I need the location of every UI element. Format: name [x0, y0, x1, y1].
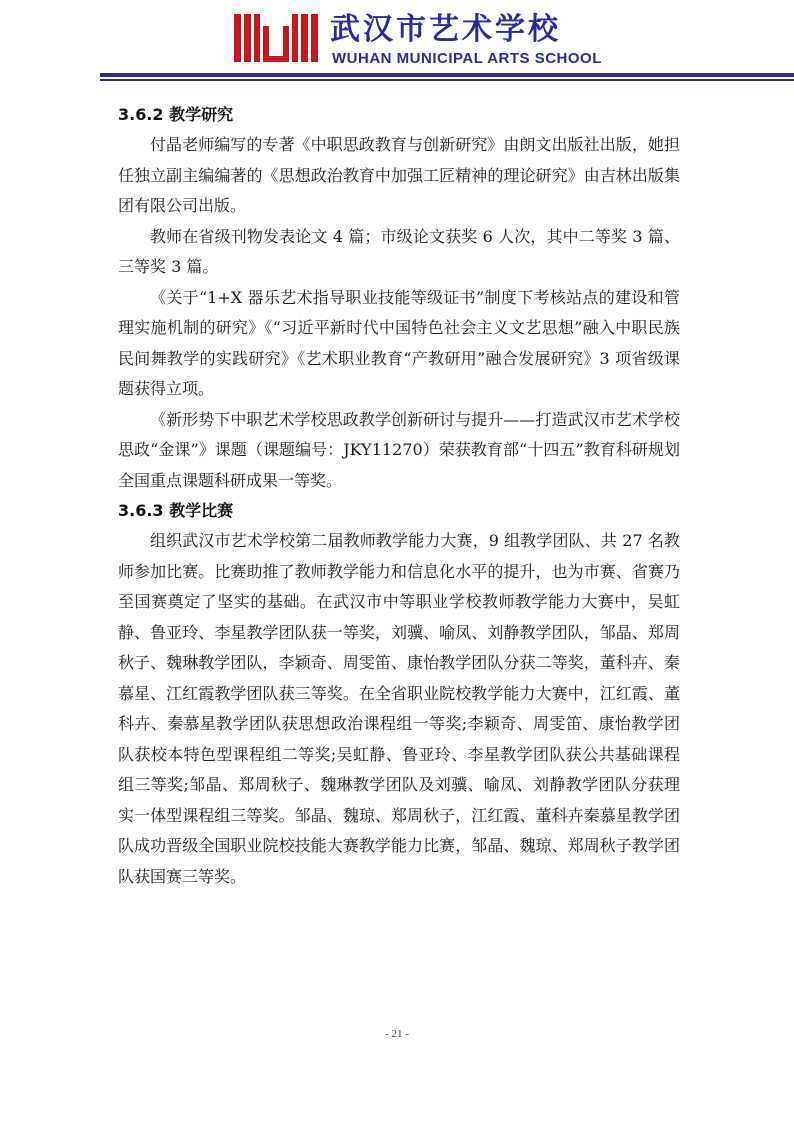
- paragraph: 组织武汉市艺术学校第二届教师教学能力大赛，9 组教学团队、共 27 名教师参加比赛。比赛助推了教师教学能力和信息化水平的提升，也为市赛、省赛乃至国赛奠定了坚实的基础。在武汉市中等职业学校教师教学能力大赛中，吴虹静、鲁亚玲、李星教学团队获一等奖，刘骥、喻凤、刘静教学团队，邹晶、郑周秋子、魏琳教学团队，李颖奇、周雯笛、康怡教学团队分获二等奖，董科卉、秦慕星、江红霞教学团队获三等奖。在全省职业院校教学能力大赛中，江红霞、董科卉、秦慕星教学团队获思想政治课程组一等奖;李颖奇、周雯笛、康怡教学团队获校本特色型课程组二等奖;吴虹静、鲁亚玲、李星教学团队获公共基础课程组三等奖;邹晶、郑周秋子、魏琳教学团队及刘骥、喻凤、刘静教学团队分获理实一体型课程组三等奖。邹晶、魏琼、郑周秋子，江红霞、董科卉秦慕星教学团队成功晋级全国职业院校技能大赛教学能力比赛，邹晶、魏琼、郑周秋子教学团队获国赛三等奖。: [118, 531, 680, 886]
- school-name-chinese: 武汉市艺术学校: [330, 12, 561, 47]
- page-body: [118, 100, 680, 892]
- header-divider-thin: [100, 79, 794, 81]
- section-heading-teaching-competition: 3.6.3 教学比赛: [118, 501, 234, 520]
- page-header: [0, 0, 794, 90]
- page-number: - 21 -: [385, 1028, 409, 1040]
- school-logo-icon: [232, 12, 322, 64]
- paragraph: 《关于“1+X 器乐艺术指导职业技能等级证书”制度下考核站点的建设和管理实施机制的研究》《“习近平新时代中国特色社会主义文艺思想”融入中职民族民间舞教学的实践研究》《艺术职业教育“产教研用”融合发展研究》3 项省级课题获得立项。: [118, 287, 680, 398]
- paragraph: 《新形势下中职艺术学校思政教学创新研讨与提升——打造武汉市艺术学校思政“金课”》课题（课题编号：JKY11270）荣获教育部“十四五”教育科研规划全国重点课题科研成果一等奖。: [118, 409, 680, 490]
- school-name-english: WUHAN MUNICIPAL ARTS SCHOOL: [332, 50, 602, 67]
- section-heading-teaching-research: 3.6.2 教学研究: [118, 105, 234, 124]
- header-divider-thick: [100, 73, 794, 77]
- paragraph: 教师在省级刊物发表论文 4 篇；市级论文获奖 6 人次，其中二等奖 3 篇、三等奖 3 篇。: [118, 226, 680, 276]
- paragraph: 付晶老师编写的专著《中职思政教育与创新研究》由朗文出版社出版，她担任独立副主编编著的《思想政治教育中加强工匠精神的理论研究》由吉林出版集团有限公司出版。: [118, 135, 680, 215]
